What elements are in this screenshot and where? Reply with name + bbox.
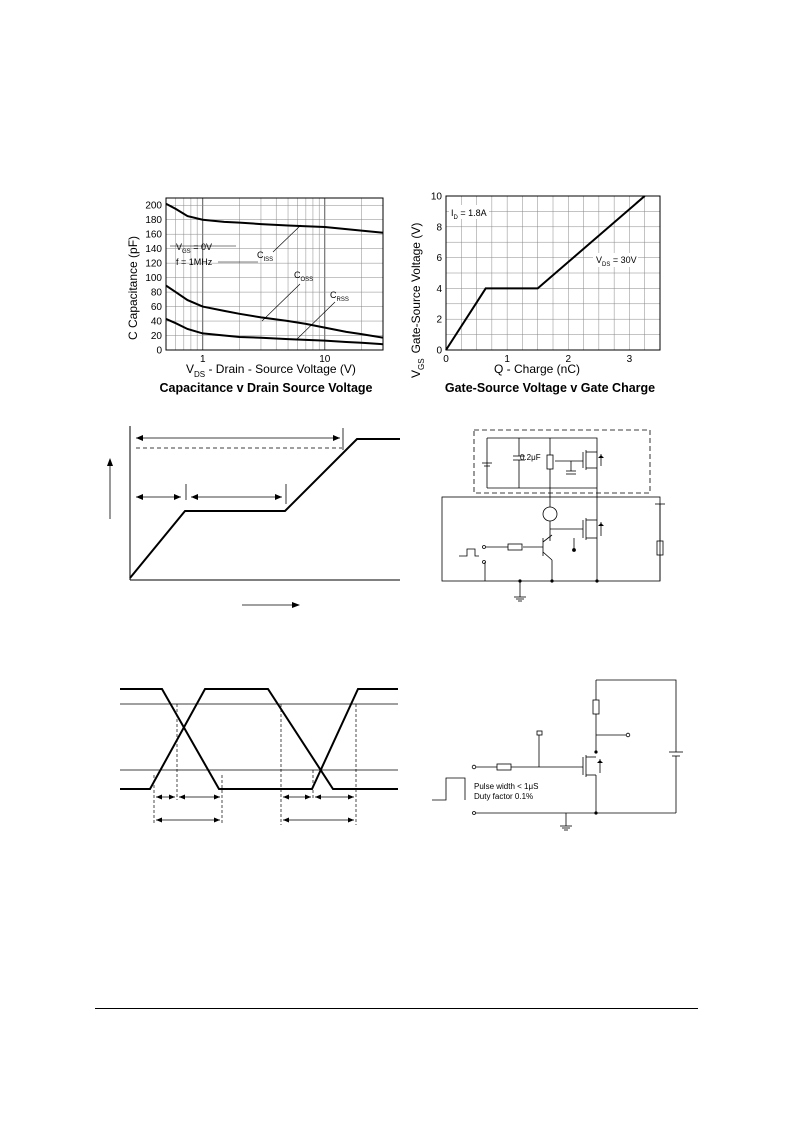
capacitance-grid: [166, 198, 383, 350]
gate-charge-waveform: [107, 426, 400, 608]
capacitor-label: 0.2μF: [520, 453, 541, 462]
cap-y-tick-label: 60: [150, 302, 162, 314]
cap-y-tick-label: 140: [145, 244, 162, 256]
cap-y-tick-label: 180: [145, 215, 162, 227]
q-y-tick-label: 2: [436, 314, 442, 326]
cap-y-tick-label: 200: [145, 200, 162, 212]
label-coss: $C_{OSS}$: [294, 270, 314, 283]
q-y-tick-label: 8: [436, 222, 442, 234]
cap-y-tick-label: 80: [150, 287, 162, 299]
cap-condition-freq: f = 1MHz: [176, 257, 213, 267]
q-y-tick-label: 0: [436, 345, 442, 357]
cap-series-line-1: [166, 286, 383, 338]
cap-series-line-0: [166, 204, 383, 233]
capacitance-chart: [126, 198, 383, 395]
q-title: Gate-Source Voltage v Gate Charge: [444, 381, 656, 395]
cap-ylabel: C Capacitance (pF): [126, 235, 140, 340]
cap-y-tick-label: 120: [145, 258, 162, 270]
cap-xlabel: $V_{DS}$ - Drain - Source Voltage (V): [186, 362, 356, 379]
q-x-tick-label: 3: [626, 354, 633, 365]
switching-waveforms: [120, 689, 398, 825]
q-x-tick-label: 1: [504, 354, 510, 365]
cap-condition-vgs: $V_{GS} = 0V$: [176, 242, 212, 255]
q-x-tick-label: 0: [443, 354, 449, 365]
cap-y-tick-label: 20: [150, 331, 162, 343]
label-ciss: $C_{ISS}$: [257, 250, 274, 263]
q-ylabel: $V_{GS}Gate$-Source Voltage (V): [409, 222, 426, 378]
capacitance-plot-frame: [166, 198, 383, 350]
q-xlabel: Q - Charge (nC): [493, 362, 581, 376]
q-y-tick-label: 10: [430, 191, 442, 203]
gate-charge-chart: [409, 192, 660, 396]
cap-y-tick-label: 100: [145, 273, 162, 285]
cap-title: Capacitance v Drain Source Voltage: [159, 381, 373, 395]
bottom-rule: [95, 1008, 698, 1009]
q-y-tick-label: 4: [436, 283, 442, 295]
switching-test-circuit: [432, 680, 683, 830]
pulse-width-label: Pulse width < 1μS: [474, 782, 539, 791]
cap-x-tick-label: 10: [319, 354, 331, 365]
cap-y-tick-label: 0: [156, 345, 162, 357]
q-x-tick-label: 2: [565, 354, 572, 365]
label-crss: $C_{RSS}$: [330, 290, 349, 303]
duty-factor-label: Duty factor 0.1%: [474, 792, 534, 801]
cap-x-tick-label: 1: [199, 354, 206, 365]
leader-ciss: [273, 225, 301, 252]
gate-charge-test-circuit: [442, 430, 665, 601]
q-condition-id: $I_D = 1.8A$: [451, 208, 487, 221]
q-condition-vds: $V_{DS} = 30V$: [596, 255, 637, 268]
cap-y-tick-label: 40: [150, 316, 162, 328]
cap-y-tick-label: 160: [145, 229, 162, 241]
q-y-tick-label: 6: [436, 253, 442, 265]
leader-coss: [262, 284, 300, 321]
gate-charge-grid: [446, 196, 660, 350]
